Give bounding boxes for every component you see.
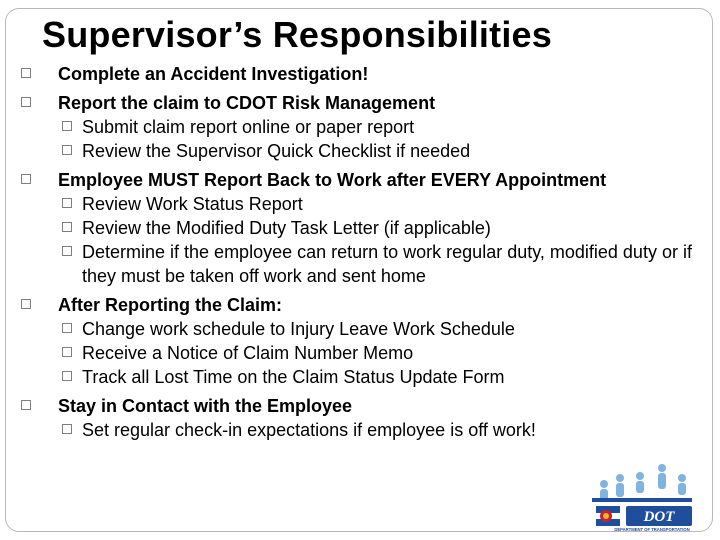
- sub-bullet-track-lost-time: [20, 365, 700, 394]
- checkbox-bullet-icon: [21, 97, 31, 107]
- sub-bullet-change-schedule: [20, 317, 700, 341]
- bullet-text: Stay in Contact with the Employee: [58, 396, 353, 416]
- checkbox-bullet-icon: [62, 121, 72, 131]
- table-bar-icon: [592, 498, 692, 502]
- bullet-employee-report-back: [20, 168, 700, 192]
- sub-bullet-text: Review the Modified Duty Task Letter (if applicable): [82, 218, 491, 238]
- checkbox-bullet-icon: [62, 198, 72, 208]
- bullet-report-claim: [20, 91, 700, 115]
- sub-bullet-submit-claim: [20, 115, 700, 139]
- checkbox-bullet-icon: [62, 145, 72, 155]
- people-silhouettes-icon: [600, 464, 686, 501]
- checkbox-bullet-icon: [62, 323, 72, 333]
- checkbox-bullet-icon: [62, 371, 72, 381]
- sub-bullet-text: Change work schedule to Injury Leave Work Schedule: [82, 319, 515, 339]
- checkbox-bullet-icon: [62, 424, 72, 434]
- checkbox-bullet-icon: [21, 68, 31, 78]
- sub-bullet-determine-return: [20, 240, 700, 293]
- sub-bullet-claim-memo: [20, 341, 700, 365]
- bullet-text: After Reporting the Claim:: [58, 295, 283, 315]
- checkbox-bullet-icon: [21, 400, 31, 410]
- logo-subtitle: DEPARTMENT OF TRANSPORTATION: [614, 527, 690, 532]
- sub-bullet-review-checklist: [20, 139, 700, 168]
- sub-bullet-check-in: [20, 418, 700, 442]
- sub-bullet-text: Set regular check-in expectations if employee is off work!: [82, 420, 536, 440]
- bullet-text: Complete an Accident Investigation!: [58, 64, 369, 84]
- cdot-logo: [586, 462, 698, 532]
- sub-bullet-work-status: [20, 192, 700, 216]
- sub-bullet-text: Track all Lost Time on the Claim Status Update Form: [82, 367, 505, 387]
- bullet-after-reporting: [20, 293, 700, 317]
- checkbox-bullet-icon: [62, 246, 72, 256]
- dot-wordmark: DOT: [643, 509, 675, 525]
- checkbox-bullet-icon: [62, 222, 72, 232]
- sub-bullet-text: Review the Supervisor Quick Checklist if needed: [82, 141, 471, 161]
- bullet-complete-investigation: [20, 62, 700, 91]
- checkbox-bullet-icon: [21, 174, 31, 184]
- sub-bullet-modified-duty: [20, 216, 700, 240]
- checkbox-bullet-icon: [62, 347, 72, 357]
- bullet-text: Employee MUST Report Back to Work after EVERY Appointment: [58, 170, 607, 190]
- sub-bullet-text: Receive a Notice of Claim Number Memo: [82, 343, 414, 363]
- colorado-flag-icon: [596, 506, 620, 526]
- bullet-list: [20, 62, 700, 442]
- bullet-text: Report the claim to CDOT Risk Management: [58, 93, 436, 113]
- checkbox-bullet-icon: [21, 299, 31, 309]
- slide-title: Supervisor’s Responsibilities: [42, 14, 552, 55]
- sub-bullet-text: Determine if the employee can return to work regular duty, modified duty or if they must be taken off work and sent home: [82, 242, 692, 286]
- bullet-stay-in-contact: [20, 394, 700, 418]
- sub-bullet-text: Submit claim report online or paper report: [82, 117, 415, 137]
- sub-bullet-text: Review Work Status Report: [82, 194, 303, 214]
